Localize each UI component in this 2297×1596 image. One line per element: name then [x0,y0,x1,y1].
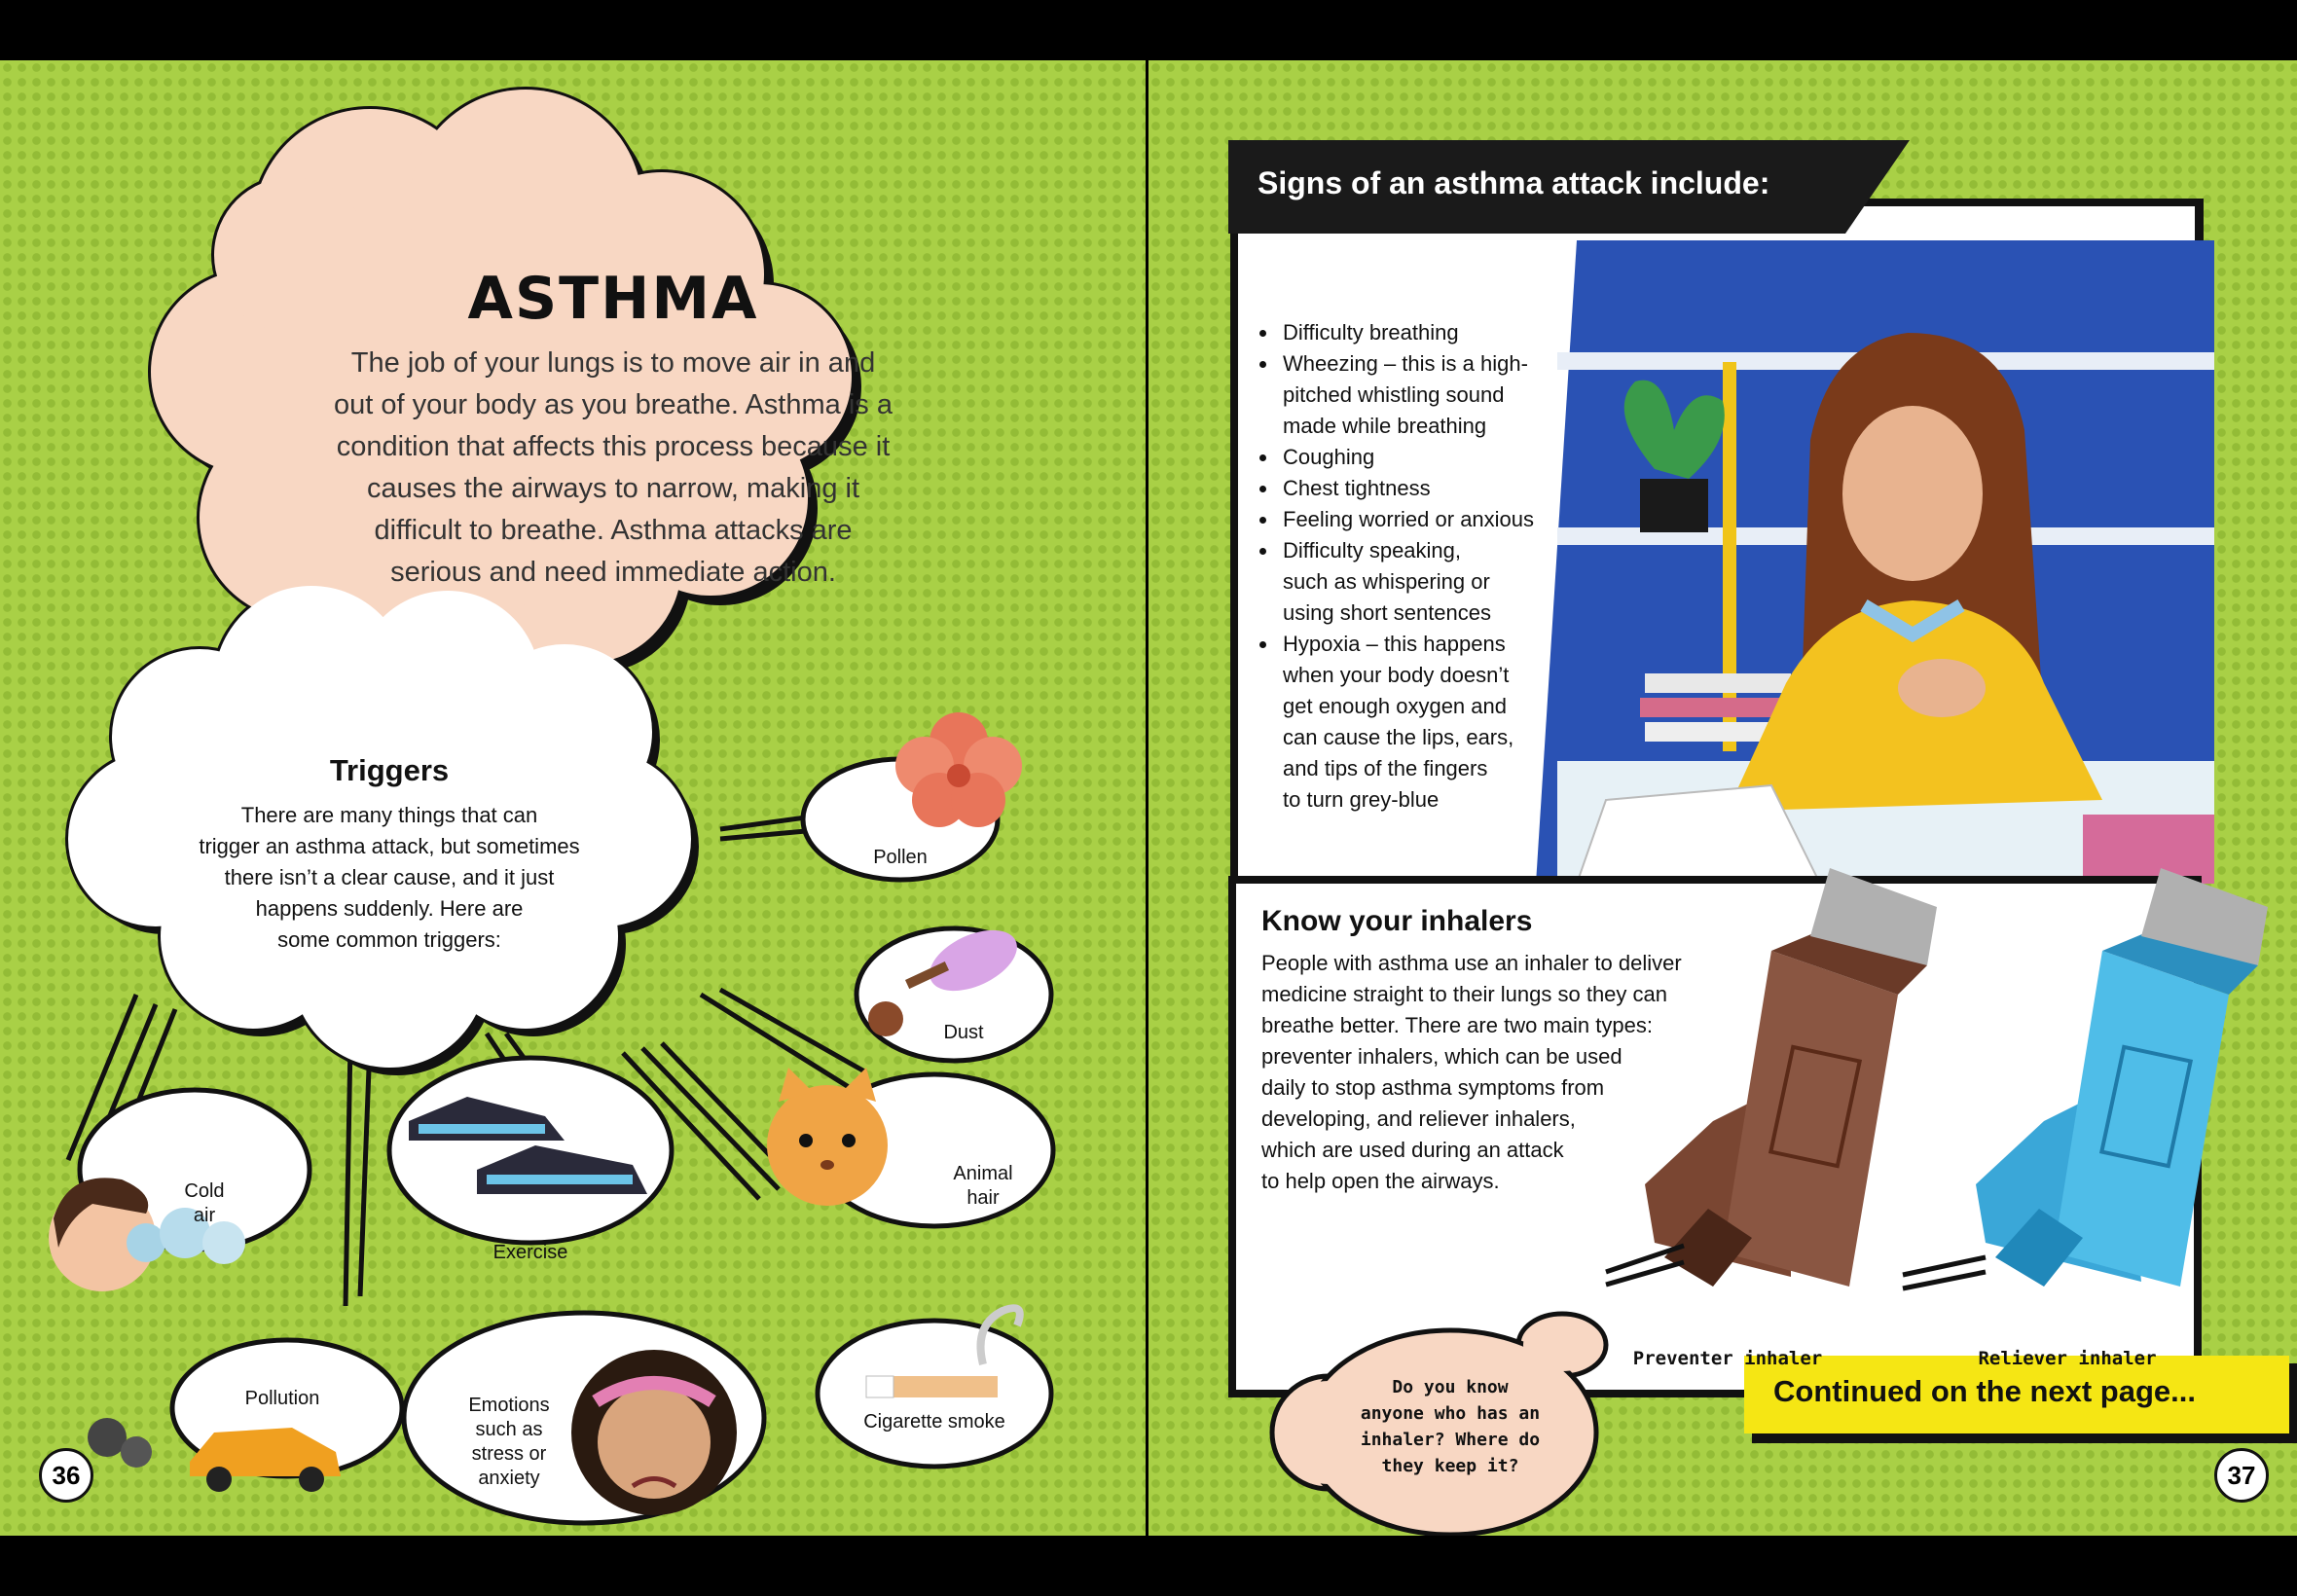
signs-heading: Signs of an asthma attack include: [1258,165,1770,200]
trigger-bubbles [0,60,1146,1536]
right-page [1148,60,2297,1536]
trigger-label-exercise: Exercise [492,1242,568,1263]
continued-banner[interactable]: Continued on the next page... [1773,1374,2196,1408]
inhalers-illustration [1148,60,2297,1536]
signs-list-item: Difficulty speaking, such as whispering or using short sentences [1254,535,1565,629]
reliever-inhaler-label: Reliever inhaler [1978,1348,2157,1369]
question-bubble: Do you know anyone who has an inhaler? Where do they keep it? [1360,1377,1541,1476]
signs-list-item: Wheezing – this is a high- pitched whistling sound made while breathing [1254,348,1565,442]
triggers-body: There are many things that can trigger an asthma attack, but sometimes there isn’t a clear cause, and it just happens suddenly. Here are some common triggers: [199,803,580,952]
preventer-inhaler-label: Preventer inhaler [1632,1348,1823,1369]
page-title: ASTHMA [467,265,759,333]
intro-paragraph: The job of your lungs is to move air in and out of your body as you breathe. Asthma is a condition that affects this process because it causes the airways to narrow, making it difficult to breathe. Asthma attacks are serious and need immediate action. [334,347,893,588]
trigger-label-animal-hair: Animal hair [953,1163,1013,1209]
trigger-label-pollution: Pollution [244,1388,320,1409]
cat-icon [767,1068,888,1206]
triggers-heading: Triggers [329,753,450,787]
signs-list-item: Hypoxia – this happens when your body doesn’t get enough oxygen and can cause the lips, ears, and tips of the fingers to turn grey-blue [1254,629,1565,816]
inhalers-body: People with asthma use an inhaler to deliver medicine straight to their lungs so they can breathe better. There are two main types: preventer inhalers, which can be used daily to stop asthma symptoms from developing, and reliever inhalers, which are used during an attack to help open the airways. [1261,951,1682,1193]
trigger-label-dust: Dust [943,1022,984,1043]
trigger-label-cigarette-smoke: Cigarette smoke [863,1411,1005,1433]
girl-face-icon [571,1350,737,1515]
signs-list-item: Feeling worried or anxious [1254,504,1565,535]
trigger-label-pollen: Pollen [873,847,928,868]
signs-list-item: Difficulty breathing [1254,317,1565,348]
page-number-right: 37 [2214,1448,2269,1503]
flower-icon [895,712,1022,827]
inhalers-heading: Know your inhalers [1261,905,1533,937]
page-number-left: 36 [39,1448,93,1503]
left-page [0,60,1146,1536]
signs-list-item: Coughing [1254,442,1565,473]
trigger-label-emotions: Emotions such as stress or anxiety [468,1395,550,1489]
signs-list-item: Chest tightness [1254,473,1565,504]
trigger-label-cold-air: Cold air [184,1180,225,1226]
reliever-inhaler-icon [1976,868,2268,1287]
preventer-inhaler-icon [1645,868,1937,1287]
